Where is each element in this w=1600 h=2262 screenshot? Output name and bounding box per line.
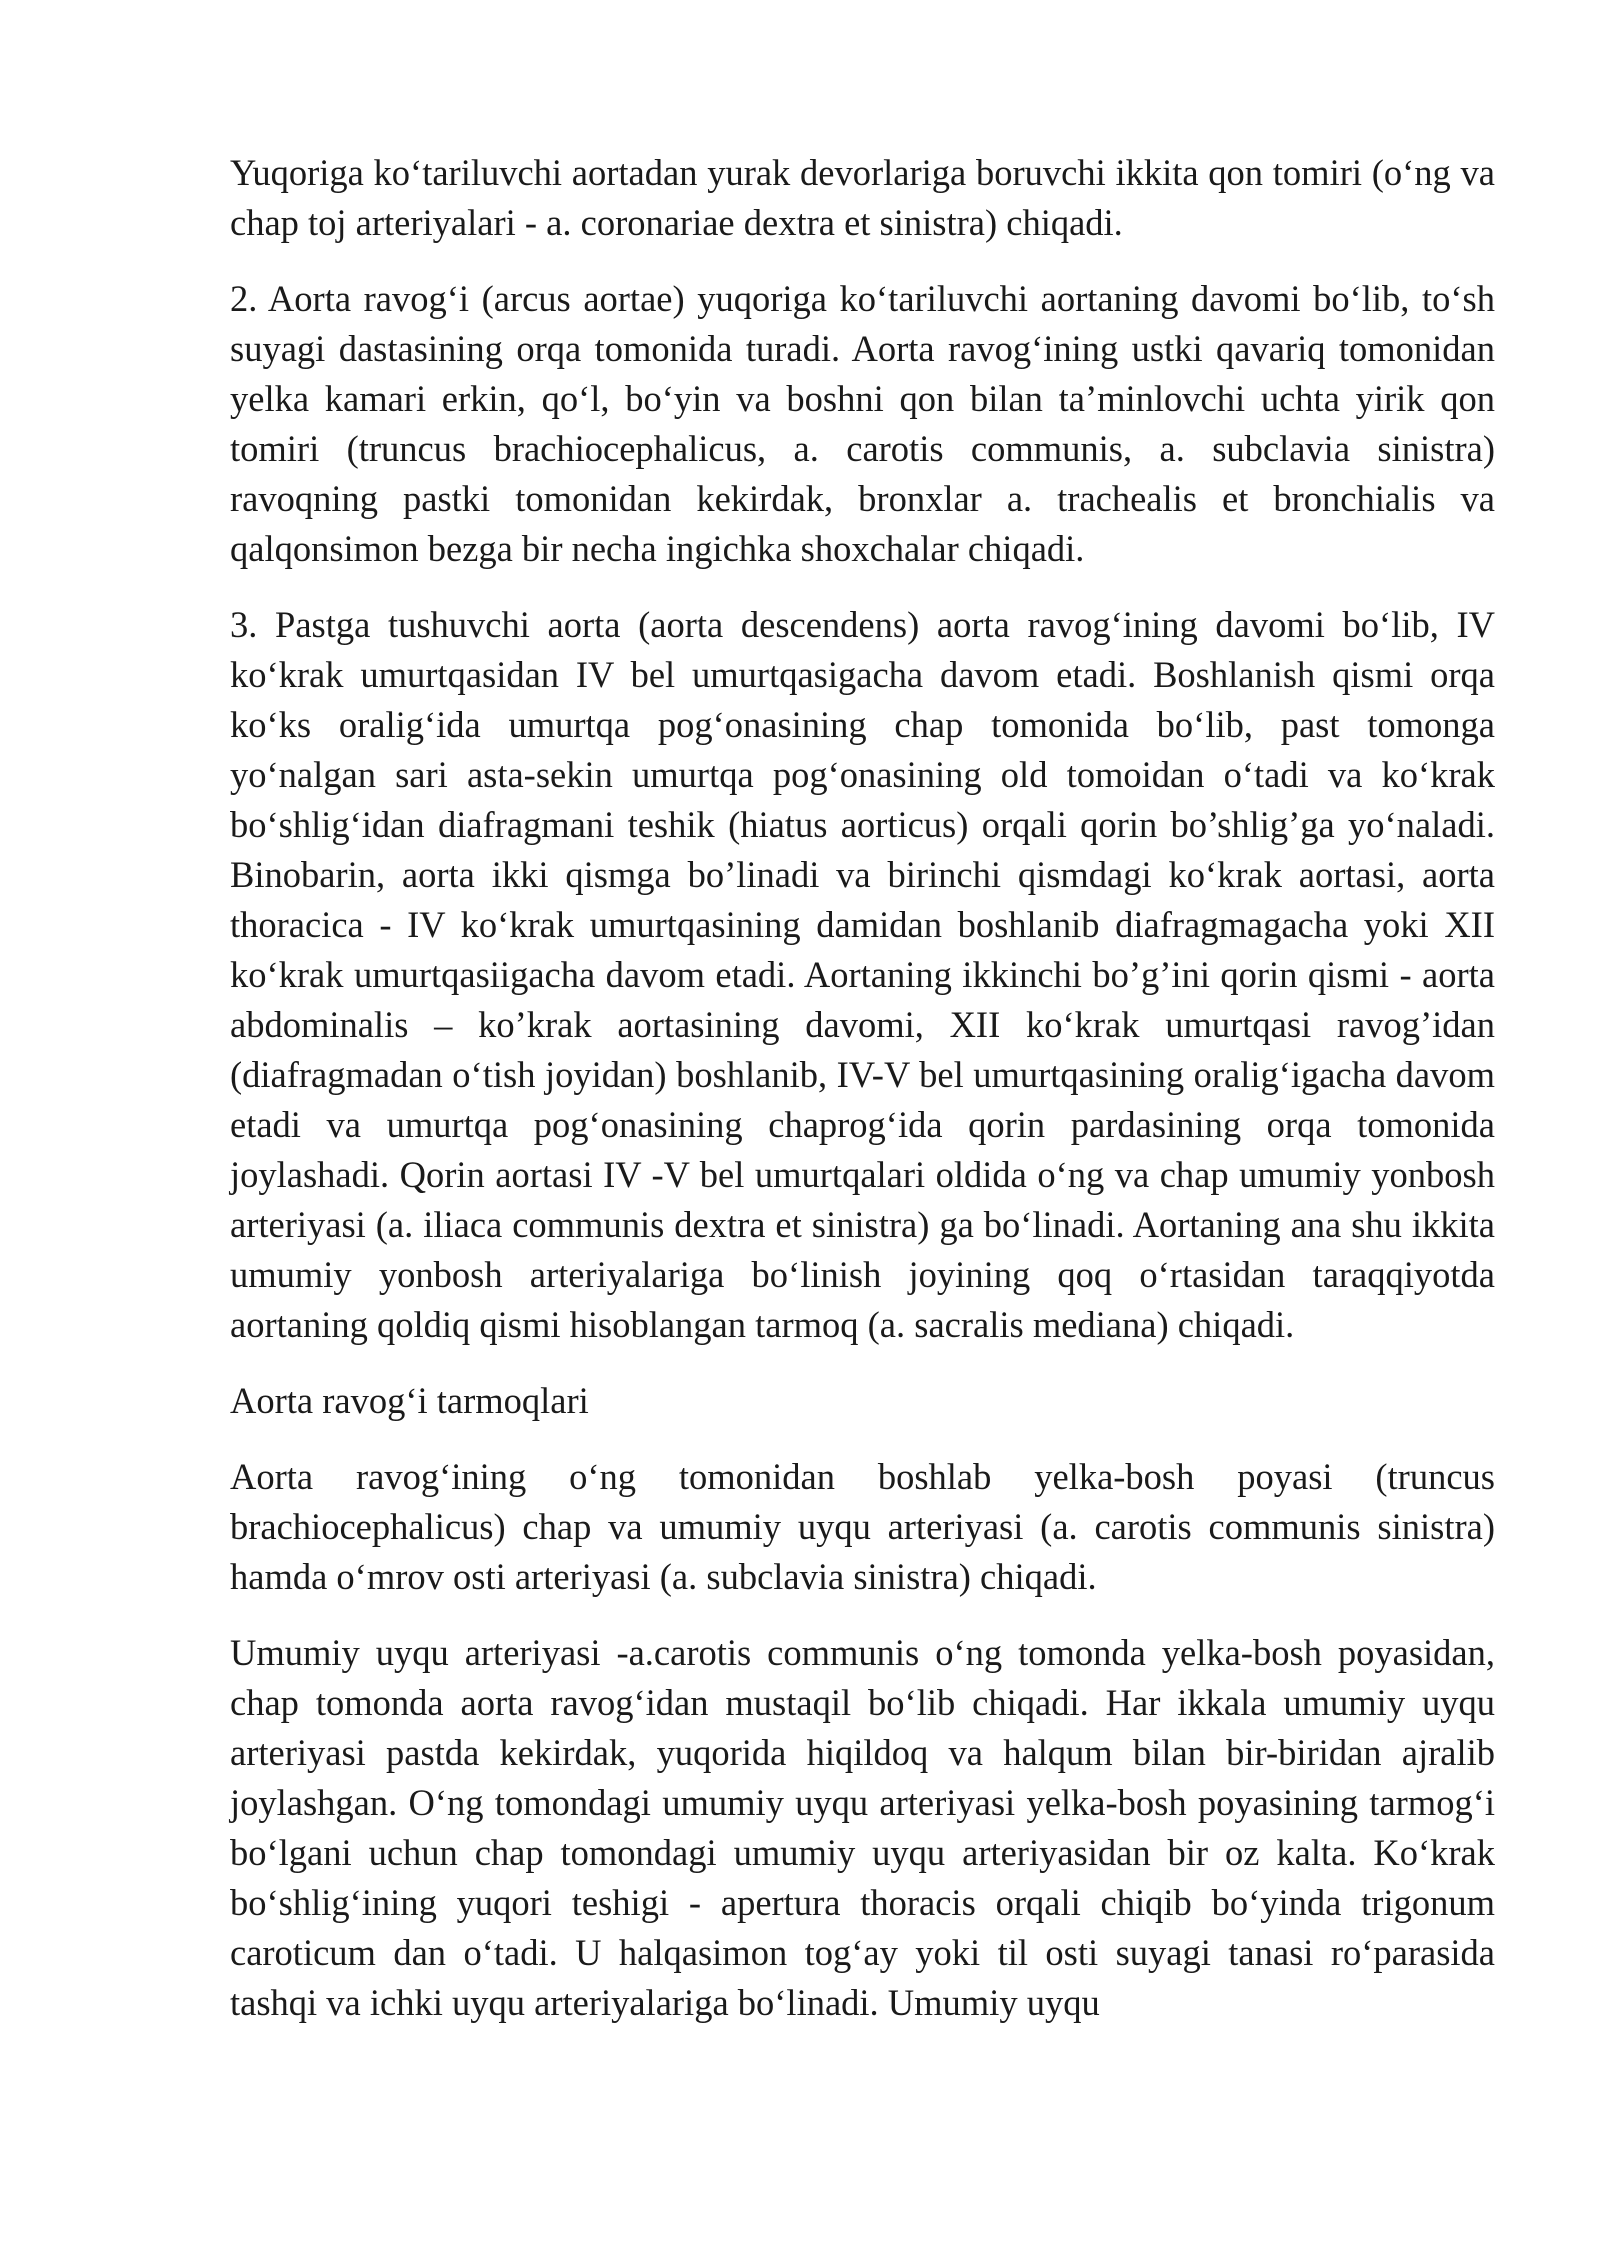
paragraph-common-carotid: Umumiy uyqu arteriyasi -a.carotis communis o‘ng tomonda yelka-bosh poyasidan, chap tomonda aorta ravog‘idan mustaqil bo‘lib chiqadi. Har ikkala umumiy uyqu arteriyasi pastda kekirdak, yuqorida hiqildoq va halqum bilan bir-biridan ajralib joylashgan. O‘ng tomondagi umumiy uyqu arteriyasi yelka-bosh poyasining tarmog‘i bo‘lgani uchun chap tomondagi umumiy uyqu arteriyasidan bir oz kalta. Ko‘krak bo‘shlig‘ining yuqori teshigi - apertura thoracis orqali chiqib bo‘yinda trigonum caroticum dan o‘tadi. U halqasimon tog‘ay yoki til osti suyagi tanasi ro‘parasida tashqi va ichki uyqu arteriyalariga bo‘linadi. Umumiy uyqu <box>230 1632 1495 2023</box>
section-heading-aortic-arch-branches: Aorta ravog‘i tarmoqlari <box>230 1380 589 1421</box>
paragraph-aortic-arch: 2. Aorta ravog‘i (arcus aortae) yuqoriga ko‘tariluvchi aortaning davomi bo‘lib, to‘sh suyagi dastasining orqa tomonida turadi. Aorta ravog‘ining ustki qavariq tomonidan yelka kamari erkin, qo‘l, bo‘yin va boshni qon bilan ta’minlovchi uchta yirik qon tomiri (truncus brachiocephalicus, a. carotis communis, a. subclavia sinistra) ravoqning pastki tomonidan kekirdak, bronxlar a. trachealis et bronchialis va qalqonsimon bezga bir necha ingichka shoxchalar chiqadi. <box>230 278 1495 569</box>
paragraph-coronary-arteries: Yuqoriga ko‘tariluvchi aortadan yurak devorlariga boruvchi ikkita qon tomiri (o‘ng va chap toj arteriyalari - a. coronariae dextra et sinistra) chiqadi. <box>230 152 1495 243</box>
paragraph-descending-aorta: 3. Pastga tushuvchi aorta (aorta descendens) aorta ravog‘ining davomi bo‘lib, IV ko‘krak umurtqasidan IV bel umurtqasigacha davom etadi. Boshlanish qismi orqa ko‘ks oralig‘ida umurtqa pog‘onasining chap tomonida bo‘lib, past tomonga yo‘nalgan sari asta-sekin umurtqa pog‘onasining old tomoidan o‘tadi va ko‘krak bo‘shlig‘idan diafragmani teshik (hiatus aorticus) orqali qorin bo’shlig’ga yo‘naladi. Binobarin, aorta ikki qismga bo’linadi va birinchi qismdagi ko‘krak aortasi, aorta thoracica - IV ko‘krak umurtqasining damidan boshlanib diafragmagacha yoki XII ko‘krak umurtqasiigacha davom etadi. Aortaning ikkinchi bo’g’ini qorin qismi - aorta abdominalis – ko’krak aortasining davomi, XII ko‘krak umurtqasi ravog’idan (diafragmadan o‘tish joyidan) boshlanib, IV-V bel umurtqasining oralig‘igacha davom etadi va umurtqa pog‘onasining chaprog‘ida qorin pardasining orqa tomonida joylashadi. Qorin aortasi IV -V bel umurtqalari oldida o‘ng va chap umumiy yonbosh arteriyasi (a. iliaca communis dextra et sinistra) ga bo‘linadi. Aortaning ana shu ikkita umumiy yonbosh arteriyalariga bo‘linish joyining qoq o‘rtasidan taraqqiyotda aortaning qoldiq qismi hisoblangan tarmoq (a. sacralis mediana) chiqadi. <box>230 604 1495 1345</box>
document-page <box>230 148 1495 2054</box>
paragraph-arch-branches: Aorta ravog‘ining o‘ng tomonidan boshlab yelka-bosh poyasi (truncus brachiocephalicus) chap va umumiy uyqu arteriyasi (a. carotis communis sinistra) hamda o‘mrov osti arteriyasi (a. subclavia sinistra) chiqadi. <box>230 1456 1495 1597</box>
